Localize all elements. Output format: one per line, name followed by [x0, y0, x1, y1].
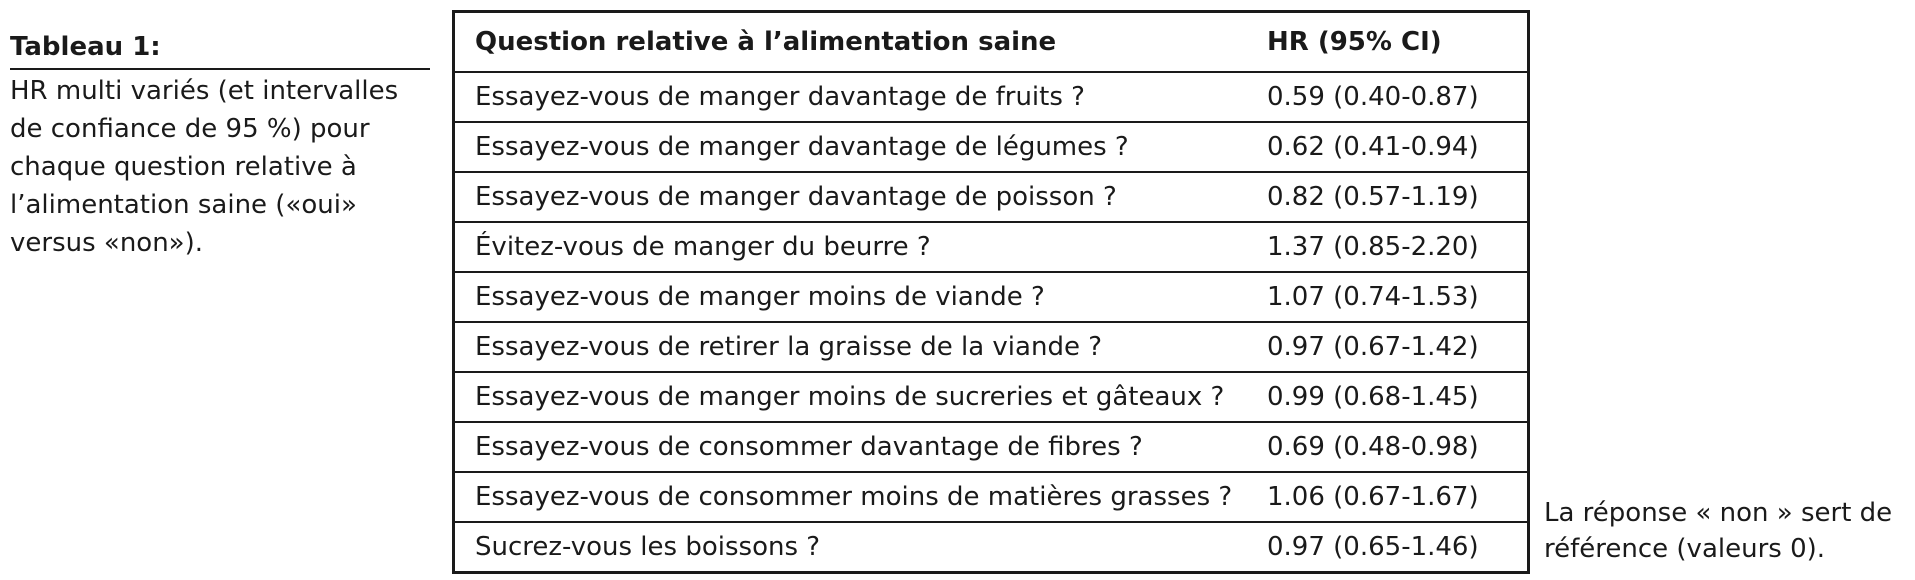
results-table — [452, 10, 1530, 574]
header-question: Question relative à l’alimentation saine — [455, 13, 1257, 72]
question-cell: Essayez-vous de consommer moins de matières grasses ? — [455, 472, 1257, 522]
table-row — [455, 422, 1527, 472]
table-row — [455, 372, 1527, 422]
question-cell: Évitez-vous de manger du beurre ? — [455, 222, 1257, 272]
question-cell: Essayez-vous de retirer la graisse de la viande ? — [455, 322, 1257, 372]
table-row — [455, 172, 1527, 222]
header-hr: HR (95% CI) — [1257, 13, 1527, 72]
hr-cell: 0.82 (0.57-1.19) — [1257, 172, 1527, 222]
caption-title: Tableau 1: — [10, 30, 430, 70]
hr-cell: 0.97 (0.67-1.42) — [1257, 322, 1527, 372]
question-cell: Essayez-vous de manger davantage de fruits ? — [475, 82, 1085, 112]
table-row — [455, 272, 1527, 322]
question-cell: Sucrez-vous les boissons ? — [455, 522, 1257, 571]
question-cell: Essayez-vous de manger moins de sucreries et gâteaux ? — [455, 372, 1257, 422]
hr-cell: 0.62 (0.41-0.94) — [1257, 122, 1527, 172]
question-cell: Essayez-vous de manger davantage de poisson ? — [455, 172, 1257, 222]
hr-cell: 0.69 (0.48-0.98) — [1257, 422, 1527, 472]
table-row — [455, 322, 1527, 372]
hr-cell: 1.06 (0.67-1.67) — [1257, 472, 1527, 522]
table-caption — [10, 30, 430, 262]
table-row — [455, 522, 1527, 571]
table-row — [455, 72, 1527, 122]
hr-cell: 1.37 (0.85-2.20) — [1257, 222, 1527, 272]
table-row — [455, 122, 1527, 172]
question-cell: Essayez-vous de manger davantage de légumes ? — [455, 122, 1257, 172]
table-header-row — [455, 13, 1527, 72]
hr-cell: 1.07 (0.74-1.53) — [1257, 272, 1527, 322]
table-row — [455, 472, 1527, 522]
question-cell: Essayez-vous de consommer davantage de fibres ? — [455, 422, 1257, 472]
table-row — [455, 222, 1527, 272]
question-cell: Essayez-vous de manger moins de viande ? — [455, 272, 1257, 322]
hr-cell: 0.99 (0.68-1.45) — [1257, 372, 1527, 422]
hr-cell: 0.97 (0.65-1.46) — [1257, 522, 1527, 571]
caption-text: HR multi variés (et intervalles de confiance de 95 %) pour chaque question relative à l’alimentation saine («oui» versus «non»). — [10, 76, 399, 258]
hr-cell: 0.59 (0.40-0.87) — [1267, 82, 1479, 112]
reference-note: La réponse « non » sert de référence (valeurs 0). — [1544, 498, 1893, 564]
